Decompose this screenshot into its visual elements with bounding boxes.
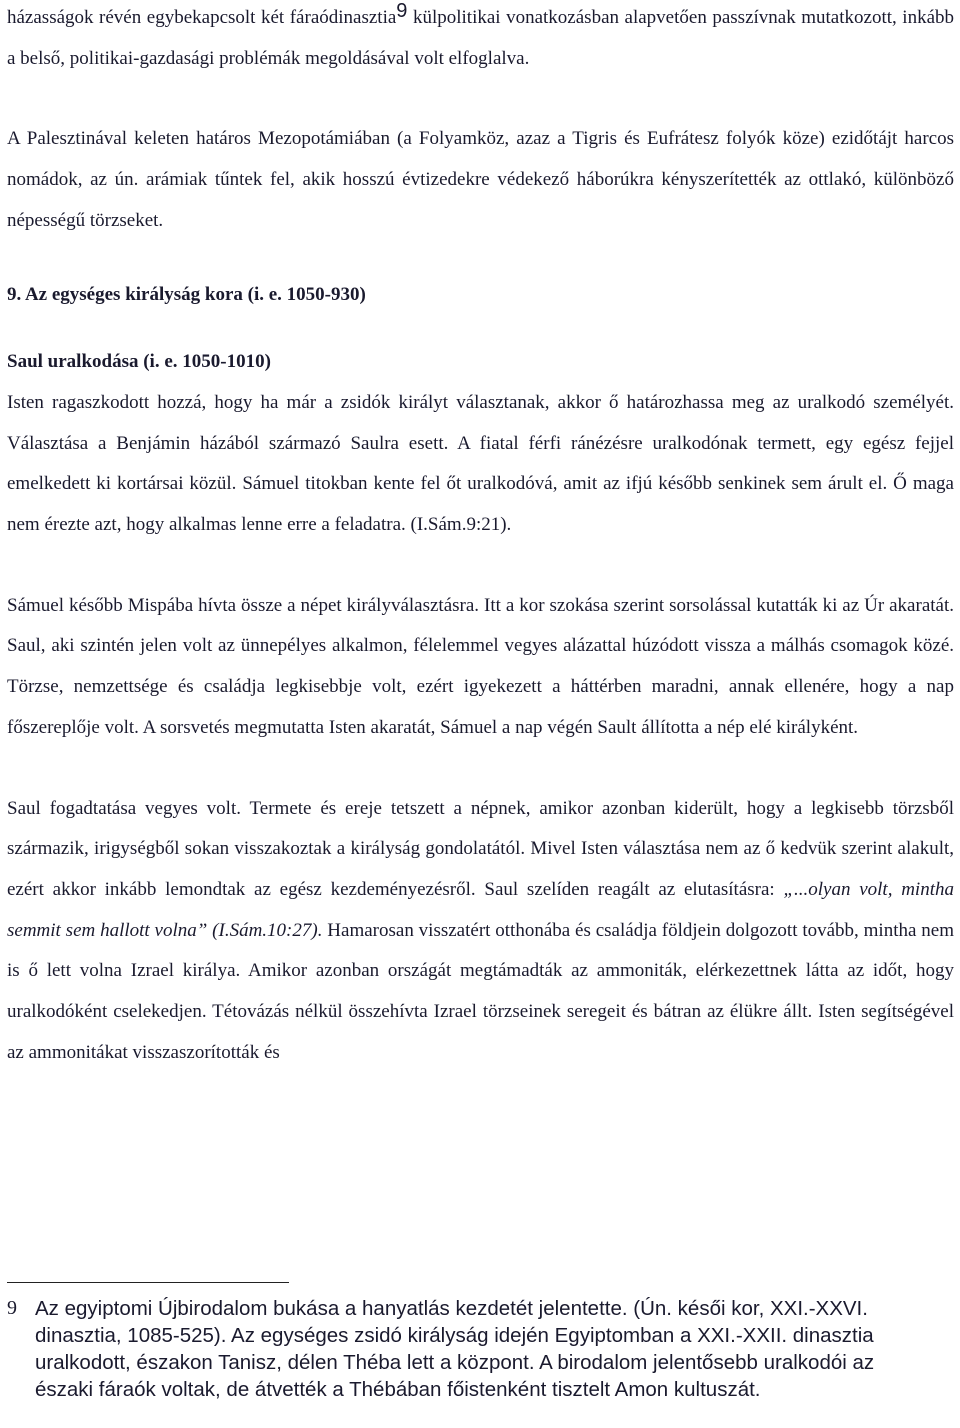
footnote-reference[interactable]: 9 [396, 0, 408, 22]
footnote-separator [7, 1282, 289, 1283]
footnote-text: Az egyiptomi Újbirodalom bukása a hanyatlás kezdetét jelentette. (Ún. késői kor, XXI.-XXVI. dinasztia, 1085-525). Az egységes zsidó királyság idején Egyiptomban a XXI.-XXII. dinasztia uralkodott, északon Tanisz, délen Théba lett a központ. A birodalom jelentősebb uralkodói az északi fáraók voltak, de átvették a Thébában főistenként tisztelt Amon kultuszát. [35, 1297, 875, 1401]
paragraph-saul-chosen: Isten ragaszkodott hozzá, hogy ha már a zsidók királyt választanak, akkor ő határozhassa meg az uralkodó személyét. Választása a Benjámin házából származó Saulra esett. A fiatal férfi ránézésre uralkodónak termett, egy egész fejjel emelkedett ki kortársai közül. Sámuel titokban kente fel őt uralkodóvá, amit az ifjú később senkinek sem árult el. Ő maga nem érezte azt, hogy alkalmas lenne erre a feladatra. (I.Sám.9:21). [7, 391, 954, 536]
paragraph-saul-reception [7, 789, 954, 1074]
scripture-quote: „...olyan volt, mintha semmit sem hallott volna” (I.Sám.10:27). [7, 878, 954, 941]
paragraph-intro-continued: külpolitikai vonatkozásban alapvetően passzívnak mutatkozott, inkább a belső, politikai-gazdasági problémák megoldásával volt elfoglalva. [7, 7, 954, 69]
paragraph-reception-text: Saul fogadtatása vegyes volt. Termete és ereje tetszett a népnek, amikor azonban kiderült, hogy a legkisebb törzsből származik, irigységből sokan visszakoztak a királyság gondolatától. Mivel Isten választása nem az ő kedvük szerint alakult, ezért akkor inkább lemondtak az egész kezdeményezésről. Saul szelíden reagált az elutasításra: [7, 797, 954, 900]
paragraph-mesopotamia: A Palesztinával keleten határos Mezopotámiában (a Folyamköz, azaz a Tigris és Eufrátesz folyók köze) ezidőtájt harcos nomádok, az ún. arámiak tűntek fel, akik hosszú évtizedekre védekező háborúkra kényszerítették az ottlakó, különböző népességű törzseket. [7, 128, 954, 231]
section-heading: 9. Az egységes királyság kora (i. e. 1050-930) [7, 283, 366, 305]
subsection-heading: Saul uralkodása (i. e. 1050-1010) [7, 351, 271, 373]
paragraph-mispah: Sámuel később Mispába hívta össze a népet királyválasztásra. Itt a kor szokása szerint sorsolással kutatták ki az Úr akaratát. Saul, aki szintén jelen volt az ünnepélyes alkalmon, félelemmel vegyes alázattal húzódott vissza a málhás csomagok közé. Törzse, nemzettsége és családja legkisebbje volt, ezért igyekezett a háttérben maradni, annak ellenére, hogy a nap főszereplője volt. A sorsvetés megmutatta Isten akaratát, Sámuel a nap végén Sault állította a nép elé királyként. [7, 594, 954, 738]
footnote [7, 1295, 927, 1403]
paragraph-reception-continued: Hamarosan visszatért otthonába és családja földjein dolgozott tovább, mintha nem is ő lett volna Izrael királya. Amikor azonban országát megtámadták az ammoniták, elérkezettnek látta az időt, hogy uralkodóként cselekedjen. Tétovázás nélkül összehívta Izrael törzseinek seregeit és bátran az élükre állt. Isten segítségével az ammonitákat visszaszorították és [7, 919, 954, 1063]
paragraph-intro [7, 0, 954, 79]
footnote-number: 9 [7, 1297, 17, 1319]
paragraph-intro-text: házasságok révén egybekapcsolt két fáraódinasztia [7, 7, 397, 28]
document-page [7, 0, 954, 1073]
